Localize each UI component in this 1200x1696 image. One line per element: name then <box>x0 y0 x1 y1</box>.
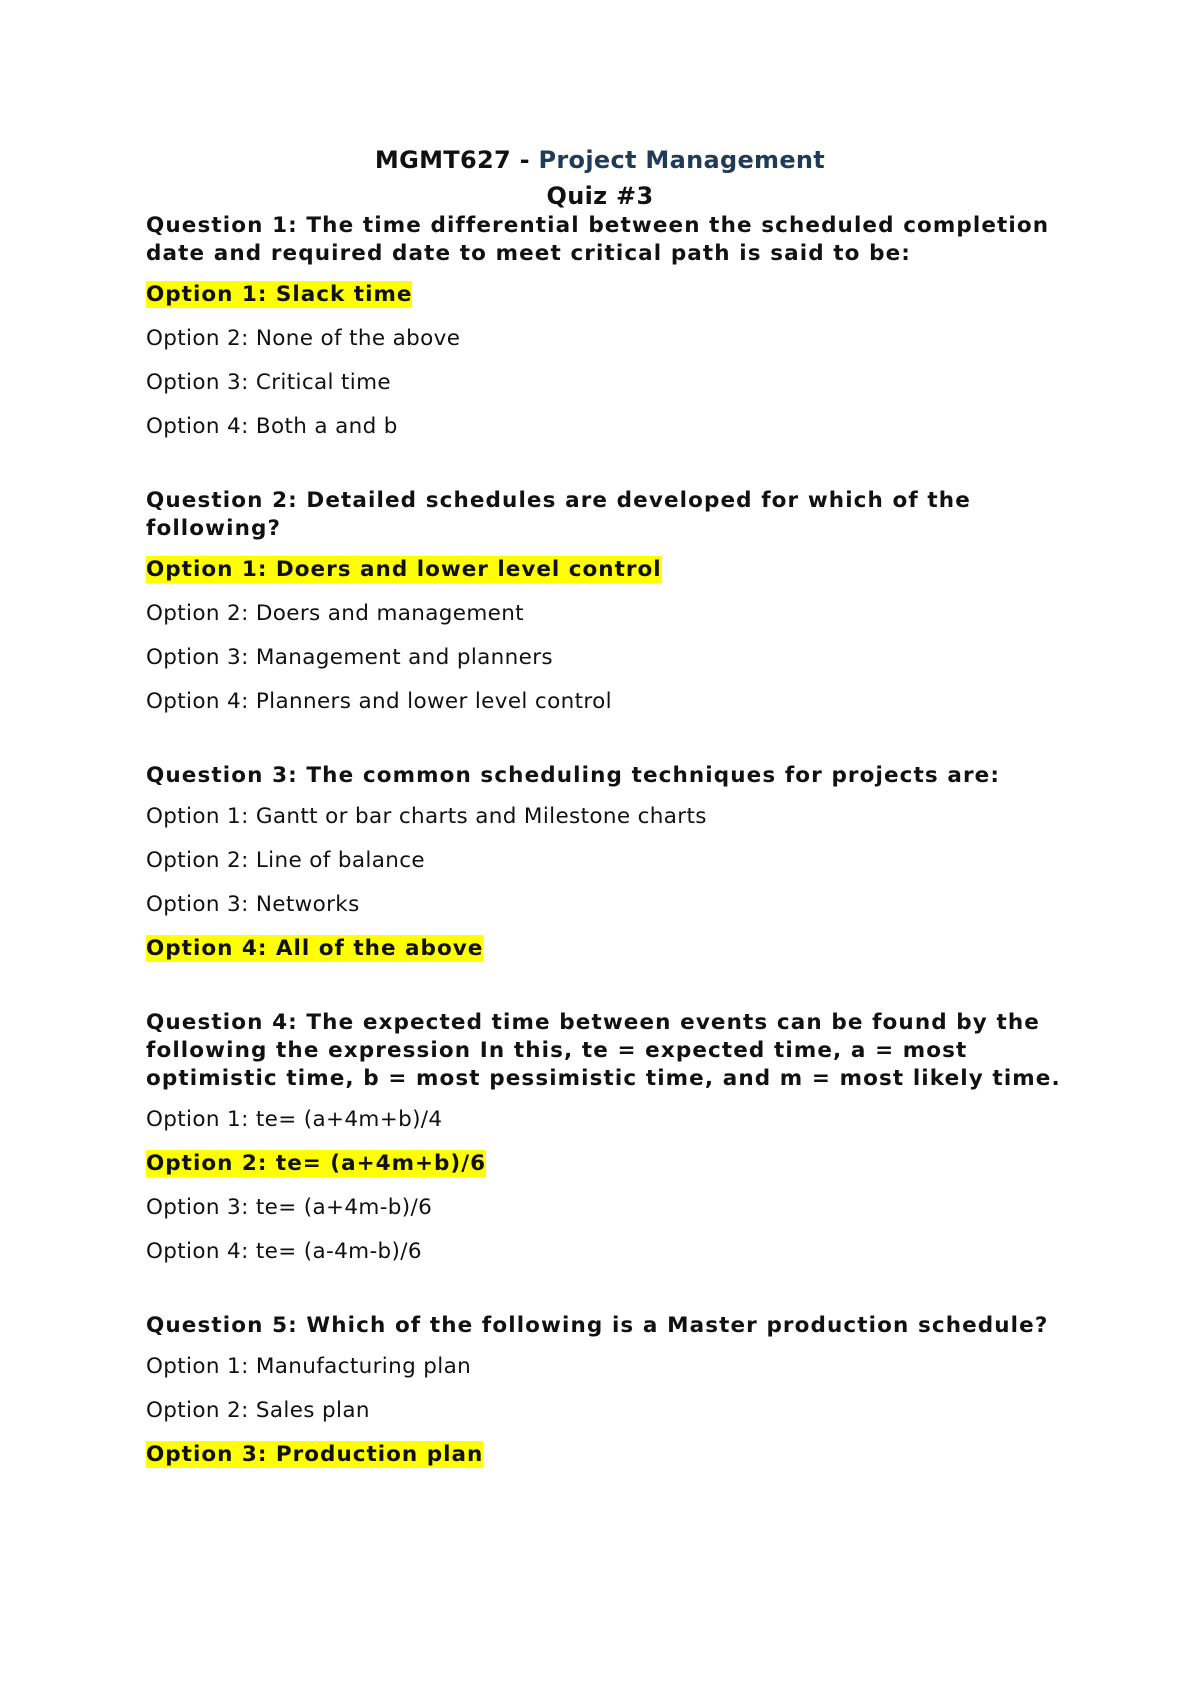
option-label: Option 4: All of the above <box>146 936 484 961</box>
option-label: Option 1: Manufacturing plan <box>146 1354 472 1379</box>
question-text: Question 5: Which of the following is a Master production schedule? <box>146 1313 1049 1338</box>
option <box>146 1353 1076 1381</box>
option <box>146 847 1076 875</box>
correct-option <box>146 935 1076 963</box>
question-block <box>146 212 1076 441</box>
option-label: Option 2: te= (a+4m+b)/6 <box>146 1151 487 1176</box>
option-label: Option 2: Line of balance <box>146 848 425 873</box>
correct-option <box>146 1441 1076 1469</box>
option <box>146 1194 1076 1222</box>
document-title <box>0 146 1200 174</box>
question-text: Question 2: Detailed schedules are developed for which of the following? <box>146 488 971 541</box>
option <box>146 1238 1076 1266</box>
option-label: Option 2: Doers and management <box>146 601 524 626</box>
option <box>146 803 1076 831</box>
option-label: Option 3: Critical time <box>146 370 392 395</box>
option-label: Option 3: te= (a+4m-b)/6 <box>146 1195 433 1220</box>
question-text: Question 4: The expected time between events can be found by the following the expression In this, te = expected time, a = most optimistic time, b = most pessimistic time, and m = most likely time. <box>146 1010 1061 1091</box>
option <box>146 600 1076 628</box>
question-block <box>146 1009 1076 1266</box>
option-label: Option 1: Doers and lower level control <box>146 557 662 582</box>
option <box>146 644 1076 672</box>
option-label: Option 4: Planners and lower level control <box>146 689 612 714</box>
option <box>146 369 1076 397</box>
question-text: Question 1: The time differential between the scheduled completion date and required date to meet critical path is said to be: <box>146 213 1050 266</box>
option-label: Option 2: None of the above <box>146 326 461 351</box>
option <box>146 325 1076 353</box>
option-label: Option 4: te= (a-4m-b)/6 <box>146 1239 422 1264</box>
question-block <box>146 487 1076 716</box>
course-name: Project Management <box>538 146 826 174</box>
correct-option <box>146 281 1076 309</box>
question-text: Question 3: The common scheduling techniques for projects are: <box>146 763 1001 788</box>
correct-option <box>146 1150 1076 1178</box>
option-label: Option 3: Production plan <box>146 1442 484 1467</box>
question-list <box>146 212 1076 1515</box>
option-label: Option 2: Sales plan <box>146 1398 370 1423</box>
option-label: Option 3: Management and planners <box>146 645 553 670</box>
option <box>146 1397 1076 1425</box>
option-label: Option 1: Gantt or bar charts and Milestone charts <box>146 804 707 829</box>
course-code: MGMT627 - <box>374 146 539 174</box>
option-label: Option 1: te= (a+4m+b)/4 <box>146 1107 443 1132</box>
option-label: Option 3: Networks <box>146 892 360 917</box>
quiz-title: Quiz #3 <box>546 182 654 210</box>
option-label: Option 4: Both a and b <box>146 414 398 439</box>
correct-option <box>146 556 1076 584</box>
option-label: Option 1: Slack time <box>146 282 413 307</box>
option <box>146 413 1076 441</box>
question-block <box>146 1312 1076 1469</box>
question-block <box>146 762 1076 963</box>
option <box>146 891 1076 919</box>
option <box>146 1106 1076 1134</box>
option <box>146 688 1076 716</box>
